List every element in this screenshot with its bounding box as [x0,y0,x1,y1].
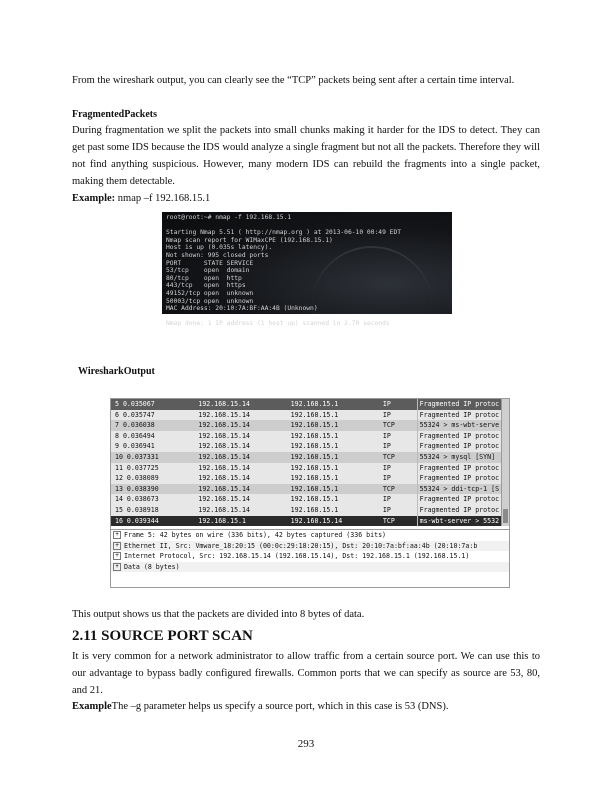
packet-protocol: IP [382,442,391,451]
packet-number: 5 0.035067 [115,400,155,408]
packet-number: 11 0.037725 [115,463,159,472]
packet-info: Fragmented IP protoc [417,494,501,505]
packet-info: Fragmented IP protoc [417,399,501,410]
detail-row[interactable] [111,530,509,541]
packet-protocol: TCP [382,484,395,493]
packet-info: Fragmented IP protoc [417,473,501,484]
terminal-line: PORT STATE SERVICE [166,259,254,267]
terminal-line: 80/tcp open http [166,274,242,282]
packet-source: 192.168.15.14 [198,400,250,408]
packet-row[interactable] [111,399,501,410]
expand-icon[interactable]: + [113,563,121,571]
packet-protocol: TCP [382,452,395,461]
terminal-line [166,313,448,321]
terminal-line: Not shown: 995 closed ports [166,251,269,259]
terminal-line: 49152/tcp open unknown [166,289,254,297]
packet-info: Fragmented IP protoc [417,463,501,474]
packet-destination: 192.168.15.1 [290,421,339,430]
terminal-line: Starting Nmap 5.51 ( http://nmap.org ) at 2013-06-10 00:49 EDT [166,229,402,237]
terminal-line: Host is up (0.035s latency). [166,244,273,252]
packets-divided-paragraph: This output shows us that the packets are divided into 8 bytes of data. [72,609,365,620]
terminal-line: root@root:~# nmap -f 192.168.15.1 [166,214,292,221]
packet-info: 55324 > ms-wbt-serve [417,420,501,431]
terminal-line: MAC Address: 20:10:7A:BF:AA:4B (Unknown) [166,305,318,313]
packet-list-scrollbar[interactable] [501,399,509,526]
section-heading: 2.11 SOURCE PORT SCAN [72,628,253,644]
packet-protocol: IP [382,431,391,440]
terminal-line: 443/tcp open https [166,282,246,290]
packet-info: ms-wbt-server > 5532 [417,516,501,527]
packet-destination: 192.168.15.1 [290,463,339,472]
detail-text: Internet Protocol, Src: 192.168.15.14 (192.168.15.14), Dst: 192.168.15.1 (192.168.15.1) [124,552,470,561]
packet-source: 192.168.15.14 [198,495,250,504]
packet-protocol: IP [382,400,391,408]
packet-protocol: IP [382,495,391,504]
packet-row[interactable] [111,431,501,442]
packet-source: 192.168.15.14 [198,474,250,483]
detail-text: Data (8 bytes) [124,562,180,571]
packet-number: 12 0.038089 [115,474,159,483]
example-label: Example: [72,193,116,204]
example-command: nmap –f 192.168.15.1 [115,193,211,204]
terminal-screenshot [162,212,452,328]
packet-destination: 192.168.15.1 [290,495,339,504]
wireshark-screenshot [110,398,510,588]
packet-destination: 192.168.15.1 [290,431,339,440]
packet-number: 16 0.039344 [115,516,159,525]
packet-info: Fragmented IP protoc [417,410,501,421]
packet-row[interactable] [111,452,501,463]
packet-protocol: IP [382,463,391,472]
packet-destination: 192.168.15.1 [290,474,339,483]
detail-row[interactable] [111,541,509,552]
packet-number: 6 0.035747 [115,410,155,419]
packet-source: 192.168.15.14 [198,452,250,461]
packet-destination: 192.168.15.1 [290,484,339,493]
packet-protocol: TCP [382,516,395,525]
packet-number: 9 0.036941 [115,442,155,451]
packet-source: 192.168.15.14 [198,463,250,472]
expand-icon[interactable]: + [113,552,121,560]
terminal-line [166,222,448,230]
packet-source: 192.168.15.14 [198,484,250,493]
expand-icon[interactable]: + [113,531,121,539]
packet-protocol: IP [382,410,391,419]
packet-destination: 192.168.15.1 [290,400,339,408]
packet-details-pane [111,529,509,586]
packet-protocol: IP [382,505,391,514]
packet-row[interactable] [111,420,501,431]
terminal-line: 50003/tcp open unknown [166,297,254,305]
detail-text: Ethernet II, Src: Vmware_18:20:15 (00:0c:29:18:20:15), Dst: 20:10:7a:bf:aa:4b (20:10:7a:b [124,541,478,550]
packet-source: 192.168.15.14 [198,410,250,419]
packet-row[interactable] [111,463,501,474]
packet-number: 7 0.036038 [115,421,155,430]
packet-info: Fragmented IP protoc [417,431,501,442]
packet-source: 192.168.15.1 [198,516,246,525]
packet-number: 8 0.036494 [115,431,155,440]
packet-info: 55324 > ddi-tcp-1 [S [417,484,501,495]
packet-source: 192.168.15.14 [198,421,250,430]
fragmentation-paragraph: During fragmentation we split the packets into small chunks making it harder for the IDS to detect. They can get past some IDS because the IDS would analyze a single fragment but not all the packets. Therefore they will not find anything suspicious. However, many modern IDS can rebuild the fragments into a single packet, making them detectable. [72,125,540,187]
packet-protocol: IP [382,474,391,483]
packet-destination: 192.168.15.14 [290,516,343,525]
packet-destination: 192.168.15.1 [290,505,339,514]
intro-paragraph: From the wireshark output, you can clearly see the “TCP” packets being sent after a certain time interval. [72,75,515,86]
packet-source: 192.168.15.14 [198,431,250,440]
wireshark-caption: WiresharkOutput [78,366,155,377]
packet-destination: 192.168.15.1 [290,452,339,461]
packet-destination: 192.168.15.1 [290,442,339,451]
packet-row[interactable] [111,410,501,421]
packet-source: 192.168.15.14 [198,442,250,451]
packet-number: 14 0.038673 [115,495,159,504]
packet-row[interactable] [111,505,501,516]
packet-row[interactable] [111,484,501,495]
packet-source: 192.168.15.14 [198,505,250,514]
packet-row[interactable] [111,441,501,452]
source-port-paragraph: It is very common for a network administrator to allow traffic from a certain source port. We can use this to our advantage to bypass badly configured firewalls. Common ports that we can specify as source are 53, 80, and 21. [72,651,540,696]
detail-row[interactable] [111,551,509,562]
fragmented-packets-heading: FragmentedPackets [72,109,157,120]
packet-number: 15 0.038918 [115,505,159,514]
example2-text: The –g parameter helps us specify a source port, which in this case is 53 (DNS). [111,701,449,712]
expand-icon[interactable]: + [113,542,121,550]
terminal-line: 53/tcp open domain [166,267,250,275]
detail-row[interactable] [111,562,509,573]
page-number: 293 [297,738,315,750]
packet-row[interactable] [111,494,501,505]
packet-row[interactable] [111,516,501,527]
packet-number: 13 0.038390 [115,484,159,493]
packet-number: 10 0.037331 [115,452,159,461]
packet-protocol: TCP [382,421,395,430]
terminal-line: Nmap done: 1 IP address (1 host up) scanned in 2.70 seconds [166,320,390,328]
terminal-line: Nmap scan report for WIMaxCPE (192.168.15.1) [166,236,333,244]
packet-destination: 192.168.15.1 [290,410,339,419]
packet-list [111,399,501,526]
example2-line [72,698,540,715]
example-line [72,190,540,207]
example2-label: Example [72,701,112,712]
packet-info: Fragmented IP protoc [417,441,501,452]
packet-info: 55324 > mysql [SYN] [417,452,501,463]
packet-info: Fragmented IP protoc [417,505,501,516]
detail-text: Frame 5: 42 bytes on wire (336 bits), 42 bytes captured (336 bits) [124,531,387,539]
scrollbar-thumb[interactable] [503,509,508,523]
packet-row[interactable] [111,473,501,484]
